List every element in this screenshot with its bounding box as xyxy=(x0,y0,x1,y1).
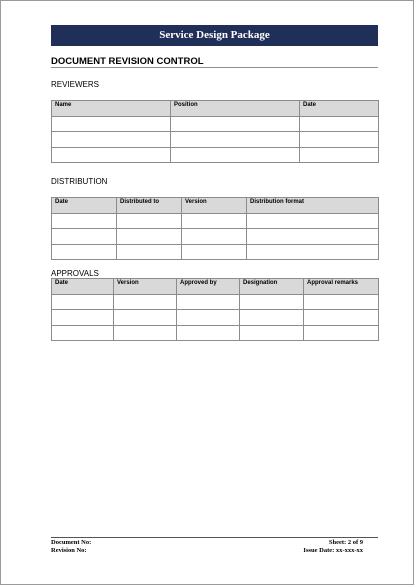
column-header-distribution-format: Distribution format xyxy=(247,198,379,214)
table-row xyxy=(52,310,379,326)
revision-number: Revision No: xyxy=(51,547,87,554)
table-cell[interactable] xyxy=(52,294,114,310)
distribution-table xyxy=(51,197,379,260)
column-header-date: Date xyxy=(52,279,114,295)
table-cell[interactable] xyxy=(240,310,304,326)
table-cell[interactable] xyxy=(304,294,379,310)
column-header-version: Version xyxy=(114,279,177,295)
column-header-date: Date xyxy=(52,198,117,214)
table-header-row xyxy=(52,279,379,295)
column-header-distributed-to: Distributed to xyxy=(117,198,182,214)
table-row xyxy=(52,116,379,132)
column-header-date: Date xyxy=(300,101,379,117)
column-header-name: Name xyxy=(52,101,171,117)
table-cell[interactable] xyxy=(247,229,379,245)
table-cell[interactable] xyxy=(171,116,300,132)
page-title: Service Design Package xyxy=(51,25,378,46)
table-row xyxy=(52,244,379,260)
table-cell[interactable] xyxy=(300,132,379,148)
table-cell[interactable] xyxy=(300,116,379,132)
table-cell[interactable] xyxy=(52,132,171,148)
column-header-approval-remarks: Approval remarks xyxy=(304,279,379,295)
table-cell[interactable] xyxy=(182,213,247,229)
table-row xyxy=(52,213,379,229)
table-row xyxy=(52,229,379,245)
table-cell[interactable] xyxy=(182,244,247,260)
column-header-position: Position xyxy=(171,101,300,117)
table-cell[interactable] xyxy=(300,147,379,163)
table-cell[interactable] xyxy=(52,325,114,341)
table-cell[interactable] xyxy=(52,310,114,326)
heading-divider xyxy=(51,67,378,68)
table-row xyxy=(52,294,379,310)
table-cell[interactable] xyxy=(52,244,117,260)
table-cell[interactable] xyxy=(171,132,300,148)
table-cell[interactable] xyxy=(114,325,177,341)
table-cell[interactable] xyxy=(240,294,304,310)
table-cell[interactable] xyxy=(177,310,240,326)
table-cell[interactable] xyxy=(182,229,247,245)
distribution-label: DISTRIBUTION xyxy=(51,177,108,186)
issue-date: Issue Date: xx-xxx-xx xyxy=(303,547,363,554)
table-header-row xyxy=(52,101,379,117)
table-cell[interactable] xyxy=(117,229,182,245)
table-cell[interactable] xyxy=(177,294,240,310)
table-row xyxy=(52,132,379,148)
table-header-row xyxy=(52,198,379,214)
table-cell[interactable] xyxy=(171,147,300,163)
sheet-number: Sheet: 2 of 9 xyxy=(328,539,363,546)
table-cell[interactable] xyxy=(247,213,379,229)
table-cell[interactable] xyxy=(52,213,117,229)
column-header-version: Version xyxy=(182,198,247,214)
table-cell[interactable] xyxy=(117,244,182,260)
column-header-approved-by: Approved by xyxy=(177,279,240,295)
document-number: Document No: xyxy=(51,539,92,546)
approvals-label: APPROVALS xyxy=(51,269,99,278)
table-cell[interactable] xyxy=(52,229,117,245)
column-header-designation: Designation xyxy=(240,279,304,295)
table-cell[interactable] xyxy=(117,213,182,229)
table-row xyxy=(52,325,379,341)
table-cell[interactable] xyxy=(52,116,171,132)
table-cell[interactable] xyxy=(177,325,240,341)
table-cell[interactable] xyxy=(304,325,379,341)
table-cell[interactable] xyxy=(247,244,379,260)
table-cell[interactable] xyxy=(52,147,171,163)
table-cell[interactable] xyxy=(304,310,379,326)
table-cell[interactable] xyxy=(114,310,177,326)
document-heading: DOCUMENT REVISION CONTROL xyxy=(51,56,204,67)
reviewers-table xyxy=(51,100,379,163)
table-cell[interactable] xyxy=(114,294,177,310)
table-cell[interactable] xyxy=(240,325,304,341)
table-row xyxy=(52,147,379,163)
footer-divider xyxy=(51,537,378,538)
approvals-table xyxy=(51,278,379,341)
reviewers-label: REVIEWERS xyxy=(51,80,100,89)
